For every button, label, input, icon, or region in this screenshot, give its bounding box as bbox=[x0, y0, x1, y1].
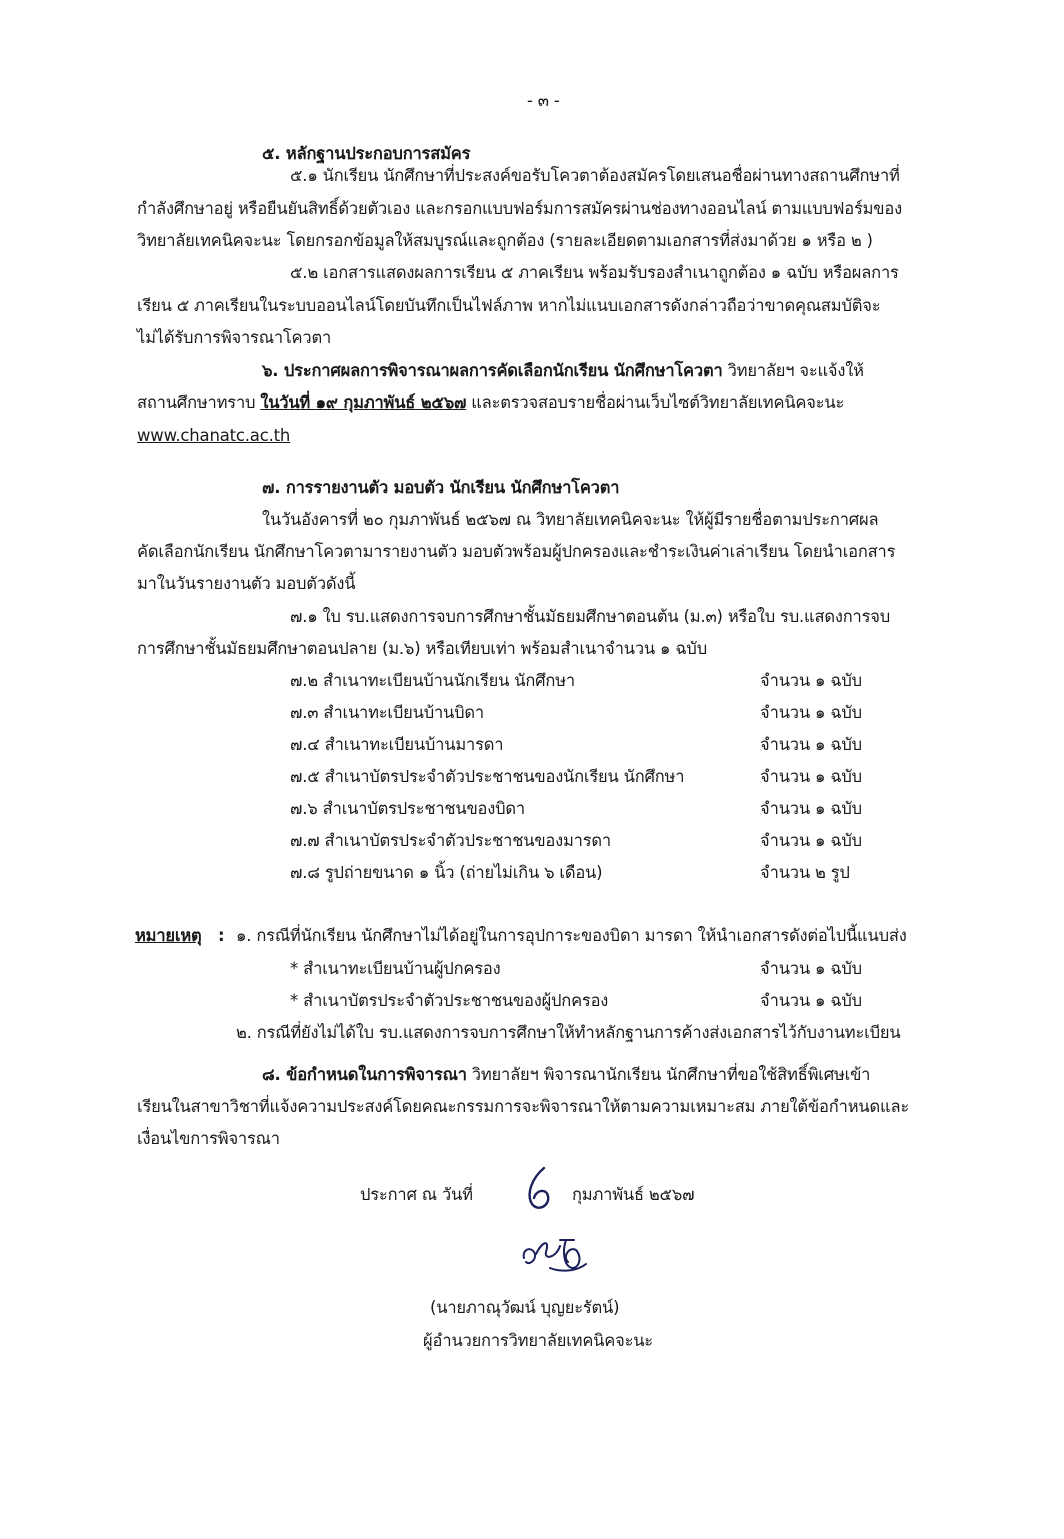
list-item-qty: จำนวน ๑ ฉบับ bbox=[760, 799, 862, 818]
section-8-line-3: เงื่อนไขการพิจารณา bbox=[137, 1129, 280, 1148]
list-item-label: ๗.๖ สำเนาบัตรประชาชนของบิดา bbox=[290, 799, 525, 818]
note-bullet-label: * สำเนาทะเบียนบ้านผู้ปกครอง bbox=[290, 959, 501, 978]
section-5-1-line-3: วิทยาลัยเทคนิคจะนะ โดยกรอกข้อมูลให้สมบูรณ์และถูกต้อง (รายละเอียดตามเอกสารที่ส่งมาด้วย ๑ หรือ ๒ ) bbox=[137, 231, 873, 250]
list-item-qty: จำนวน ๑ ฉบับ bbox=[760, 767, 862, 786]
note-bullet-qty: จำนวน ๑ ฉบับ bbox=[760, 991, 862, 1010]
section-8-line-2: เรียนในสาขาวิชาที่แจ้งความประสงค์โดยคณะกรรมการจะพิจารณาให้ตามความเหมาะสม ภายใต้ข้อกำหนดและ bbox=[137, 1097, 910, 1116]
note-item-1: ๑. กรณีที่นักเรียน นักศึกษาไม่ได้อยู่ในการอุปการะของบิดา มารดา ให้นำเอกสารดังต่อไปนี้แนบส่ง bbox=[236, 926, 907, 945]
section-6-line-2-a: สถานศึกษาทราบ bbox=[137, 393, 261, 412]
section-7-1-line-1: ๗.๑ ใบ รบ.แสดงการจบการศึกษาชั้นมัธยมศึกษาตอนต้น (ม.๓) หรือใบ รบ.แสดงการจบ bbox=[290, 607, 890, 626]
signature-mark bbox=[516, 1228, 596, 1278]
list-item-label: ๗.๔ สำเนาทะเบียนบ้านมารดา bbox=[290, 735, 504, 754]
section-6-heading: ๖. ประกาศผลการพิจารณาผลการคัดเลือกนักเรียน นักศึกษาโควตา bbox=[262, 361, 723, 380]
list-item-qty: จำนวน ๑ ฉบับ bbox=[760, 831, 862, 850]
list-item-qty: จำนวน ๑ ฉบับ bbox=[760, 735, 862, 754]
note-item-2: ๒. กรณีที่ยังไม่ได้ใบ รบ.แสดงการจบการศึกษาให้ทำหลักฐานการค้างส่งเอกสารไว้กับงานทะเบียน bbox=[236, 1023, 901, 1042]
announce-prefix: ประกาศ ณ วันที่ bbox=[360, 1185, 473, 1204]
section-7-1-line-2: การศึกษาชั้นมัธยมศึกษาตอนปลาย (ม.๖) หรือเทียบเท่า พร้อมสำเนาจำนวน ๑ ฉบับ bbox=[137, 639, 707, 658]
section-7-intro-line-3: มาในวันรายงานตัว มอบตัวดังนี้ bbox=[137, 574, 356, 593]
section-6-line-2-b: และตรวจสอบรายชื่อผ่านเว็บไซต์วิทยาลัยเทคนิคจะนะ bbox=[466, 393, 845, 412]
section-7-heading: ๗. การรายงานตัว มอบตัว นักเรียน นักศึกษาโควตา bbox=[262, 478, 620, 497]
announcement-date: ในวันที่ ๑๙ กุมภาพันธ์ ๒๕๖๗ bbox=[260, 393, 467, 412]
section-6-line-1 bbox=[262, 360, 864, 382]
list-item-label: ๗.๘ รูปถ่ายขนาด ๑ นิ้ว (ถ่ายไม่เกิน ๖ เดือน) bbox=[290, 863, 603, 882]
list-item-qty: จำนวน ๑ ฉบับ bbox=[760, 671, 862, 690]
section-6-line-2 bbox=[137, 392, 844, 414]
list-item-qty: จำนวน ๒ รูป bbox=[760, 863, 850, 882]
section-8-heading-tail: วิทยาลัยฯ พิจารณานักเรียน นักศึกษาที่ขอใช้สิทธิ์พิเศษเข้า bbox=[466, 1065, 871, 1084]
list-item-qty: จำนวน ๑ ฉบับ bbox=[760, 703, 862, 722]
section-5-1-line-1: ๕.๑ นักเรียน นักศึกษาที่ประสงค์ขอรับโควตาต้องสมัครโดยเสนอชื่อผ่านทางสถานศึกษาที่ bbox=[290, 166, 900, 185]
section-6-heading-tail: วิทยาลัยฯ จะแจ้งให้ bbox=[722, 361, 864, 380]
note-bullet-label: * สำเนาบัตรประจำตัวประชาชนของผู้ปกครอง bbox=[290, 991, 609, 1010]
note-colon: : bbox=[218, 926, 225, 945]
website-link[interactable]: www.chanatc.ac.th bbox=[137, 426, 291, 445]
handwritten-day bbox=[516, 1164, 576, 1214]
signer-title: ผู้อำนวยการวิทยาลัยเทคนิคจะนะ bbox=[423, 1331, 653, 1350]
list-item-label: ๗.๒ สำเนาทะเบียนบ้านนักเรียน นักศึกษา bbox=[290, 671, 575, 690]
section-7-intro-line-2: คัดเลือกนักเรียน นักศึกษาโควตามารายงานตัว มอบตัวพร้อมผู้ปกครองและชำระเงินค่าเล่าเรียน โดยนำเอกสาร bbox=[137, 542, 896, 561]
note-bullet-qty: จำนวน ๑ ฉบับ bbox=[760, 959, 862, 978]
section-5-2-line-1: ๕.๒ เอกสารแสดงผลการเรียน ๕ ภาคเรียน พร้อมรับรองสำเนาถูกต้อง ๑ ฉบับ หรือผลการ bbox=[290, 263, 899, 282]
section-5-heading: ๕. หลักฐานประกอบการสมัคร bbox=[262, 144, 471, 163]
list-item-label: ๗.๗ สำเนาบัตรประจำตัวประชาชนของมารดา bbox=[290, 831, 611, 850]
list-item-label: ๗.๕ สำเนาบัตรประจำตัวประชาชนของนักเรียน นักศึกษา bbox=[290, 767, 685, 786]
announce-suffix: กุมภาพันธ์ ๒๕๖๗ bbox=[572, 1185, 695, 1204]
section-7-intro-line-1: ในวันอังคารที่ ๒๐ กุมภาพันธ์ ๒๕๖๗ ณ วิทยาลัยเทคนิคจะนะ ให้ผู้มีรายชื่อตามประกาศผล bbox=[262, 510, 879, 529]
note-label: หมายเหตุ bbox=[135, 926, 202, 945]
section-5-2-line-3: ไม่ได้รับการพิจารณาโควตา bbox=[137, 328, 332, 347]
list-item-label: ๗.๓ สำเนาทะเบียนบ้านบิดา bbox=[290, 703, 484, 722]
section-5-2-line-2: เรียน ๕ ภาคเรียนในระบบออนไลน์โดยบันทึกเป็นไฟล์ภาพ หากไม่แนบเอกสารดังกล่าวถือว่าขาดคุณสมบัติจะ bbox=[137, 296, 881, 315]
section-8-heading: ๘. ข้อกำหนดในการพิจารณา bbox=[262, 1065, 467, 1084]
page-number: - ๓ - bbox=[527, 91, 560, 110]
section-5-1-line-2: กำลังศึกษาอยู่ หรือยืนยันสิทธิ์ด้วยตัวเอง และกรอกแบบฟอร์มการสมัครผ่านช่องทางออนไลน์ ตามแบบฟอร์มของ bbox=[137, 199, 902, 218]
signer-name: (นายภาณุวัฒน์ บุญยะรัตน์) bbox=[430, 1298, 620, 1317]
section-8-line-1 bbox=[262, 1064, 870, 1086]
